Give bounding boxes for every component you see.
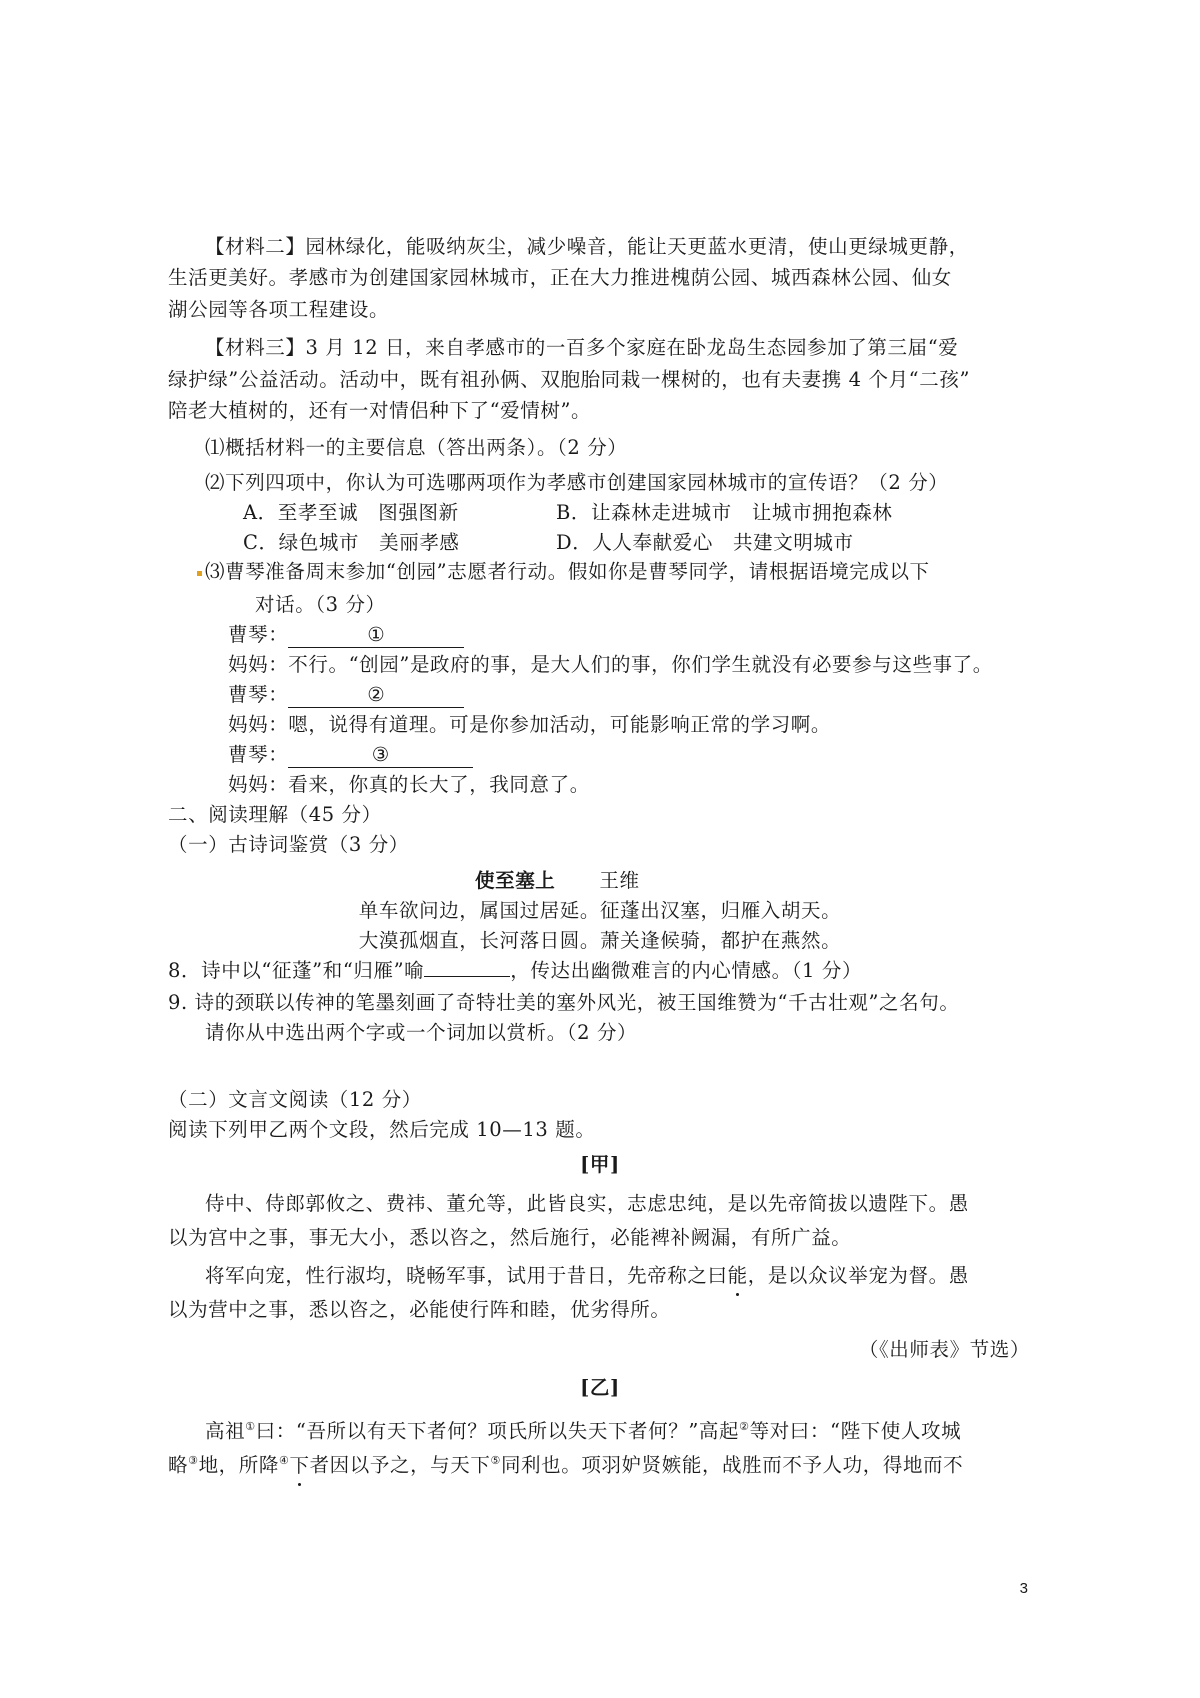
answer-blank-q8[interactable] (424, 976, 510, 977)
passage-text: 曰：“吾所以有天下者何？项氏所以失天下者何？”高起 (255, 1419, 740, 1443)
section-2-2-heading: （二）文言文阅读（12 分） (168, 1088, 422, 1111)
question-8 (168, 956, 862, 986)
passage-text: 地，所降 (198, 1453, 279, 1477)
passage-text: ，是以众议举宠为督。愚 (747, 1264, 969, 1287)
section-2-1-heading: （一）古诗词鉴赏（3 分） (168, 833, 409, 856)
dotted-character: 能 (728, 1261, 748, 1291)
passage-text: 高祖 (205, 1419, 246, 1443)
passage-text: 略 (168, 1453, 189, 1477)
passage-jia-p1-line1: 侍中、侍郎郭攸之、费祎、董允等，此皆良实，志虑忠纯，是以先帝简拔以遗陛下。愚 (205, 1192, 969, 1215)
reading-instruction: 阅读下列甲乙两个文段，然后完成 10—13 题。 (168, 1118, 596, 1141)
question-9-line1: 9. 诗的颈联以传神的笔墨刻画了奇特壮美的塞外风光，被王国维赞为“千古壮观”之名句。 (168, 991, 960, 1014)
question-3-line2: 对话。（3 分） (255, 593, 386, 616)
passage-jia-p1-line2: 以为宫中之事，事无大小，悉以咨之，然后施行，必能裨补阙漏，有所广益。 (168, 1226, 852, 1249)
passage-jia-source: （《出师表》节选） (858, 1338, 1030, 1361)
dotted-character: 下 (289, 1451, 309, 1481)
speaker-label: 曹琴： (228, 623, 289, 646)
passage-yi-line2 (168, 1446, 963, 1481)
passage-text: 同利也。项羽妒贤嫉能，战胜而不予人功，得地而不 (500, 1453, 964, 1477)
speaker-label: 曹琴： (228, 743, 289, 766)
material2-line3: 湖公园等各项工程建设。 (168, 298, 390, 321)
dialog-cao-2 (228, 680, 464, 710)
dialog-cao-3 (228, 740, 473, 770)
answer-blank-2[interactable]: ② (288, 683, 464, 708)
passage-jia-p2-line1 (205, 1261, 969, 1291)
material3-line2: 绿护绿”公益活动。活动中，既有祖孙俩、双胞胎同栽一棵树的，也有夫妻携 4 个月“二孩” (168, 368, 971, 391)
answer-blank-1[interactable]: ① (288, 623, 464, 648)
question-9-line2: 请你从中选出两个字或一个词加以赏析。（2 分） (205, 1021, 638, 1044)
footnote-marker: ① (245, 1420, 256, 1433)
option-c: C．绿色城市 美丽孝感 (243, 531, 460, 554)
material2-line1: 【材料二】园林绿化，能吸纳灰尘，减少噪音，能让天更蓝水更清，使山更绿城更静， (205, 235, 969, 258)
passage-text: 等对曰：“陛下使人攻城 (749, 1419, 962, 1443)
footnote-marker: ⑤ (490, 1454, 501, 1467)
poem-author: 王维 (599, 869, 640, 892)
poem-line-1: 单车欲问边，属国过居延。征蓬出汉塞，归雁入胡天。 (358, 899, 842, 922)
option-d: D．人人奉献爱心 共建文明城市 (556, 531, 854, 554)
passage-jia-heading: [甲] (580, 1153, 620, 1176)
passage-yi-heading: [乙] (580, 1376, 620, 1399)
passage-yi-line1 (205, 1412, 961, 1447)
footnote-marker: ④ (278, 1454, 290, 1467)
question-8-text: 8．诗中以“征蓬”和“归雁”喻 (168, 959, 425, 982)
footnote-marker: ③ (188, 1454, 199, 1467)
material3-line3: 陪老大植树的，还有一对情侣种下了“爱情树”。 (168, 399, 592, 422)
edit-marker (197, 571, 202, 576)
option-b: B．让森林走进城市 让城市拥抱森林 (556, 501, 893, 524)
dialog-mom-2: 妈妈：嗯，说得有道理。可是你参加活动，可能影响正常的学习啊。 (228, 713, 832, 736)
passage-jia-p2-line2: 以为营中之事，悉以咨之，必能使行阵和睦，优劣得所。 (168, 1298, 671, 1321)
page-number: 3 (1019, 1580, 1028, 1597)
question-1: ⑴概括材料一的主要信息（答出两条）。（2 分） (205, 436, 628, 459)
material2-line2: 生活更美好。孝感市为创建国家园林城市，正在大力推进槐荫公园、城西森林公园、仙女 (168, 266, 952, 289)
dialog-cao-1 (228, 620, 464, 650)
answer-blank-3[interactable]: ③ (288, 743, 473, 768)
passage-text: 者因以予之，与天下 (309, 1453, 491, 1477)
dialog-mom-1: 妈妈：不行。“创园”是政府的事，是大人们的事，你们学生就没有必要参与这些事了。 (228, 653, 993, 676)
question-8-text-end: ，传达出幽微难言的内心情感。（1 分） (510, 959, 863, 982)
speaker-label: 曹琴： (228, 683, 289, 706)
option-a: A．至孝至诚 图强图新 (243, 501, 459, 524)
dialog-mom-3: 妈妈：看来，你真的长大了，我同意了。 (228, 773, 590, 796)
poem-title: 使至塞上 (475, 869, 556, 892)
section-2-heading: 二、阅读理解（45 分） (168, 803, 382, 826)
question-3-line1: ⑶曹琴准备周末参加“创园”志愿者行动。假如你是曹琴同学，请根据语境完成以下 (205, 560, 930, 583)
poem-line-2: 大漠孤烟直，长河落日圆。萧关逢候骑，都护在燕然。 (358, 929, 842, 952)
question-2: ⑵下列四项中，你认为可选哪两项作为孝感市创建国家园林城市的宣传语？（2 分） (205, 471, 949, 494)
poem-title-line (475, 866, 640, 896)
passage-text: 将军向宠，性行淑均，晓畅军事，试用于昔日，先帝称之曰 (205, 1264, 728, 1287)
material3-line1: 【材料三】3 月 12 日，来自孝感市的一百多个家庭在卧龙岛生态园参加了第三届“爱 (205, 336, 959, 359)
footnote-marker: ② (739, 1420, 750, 1433)
